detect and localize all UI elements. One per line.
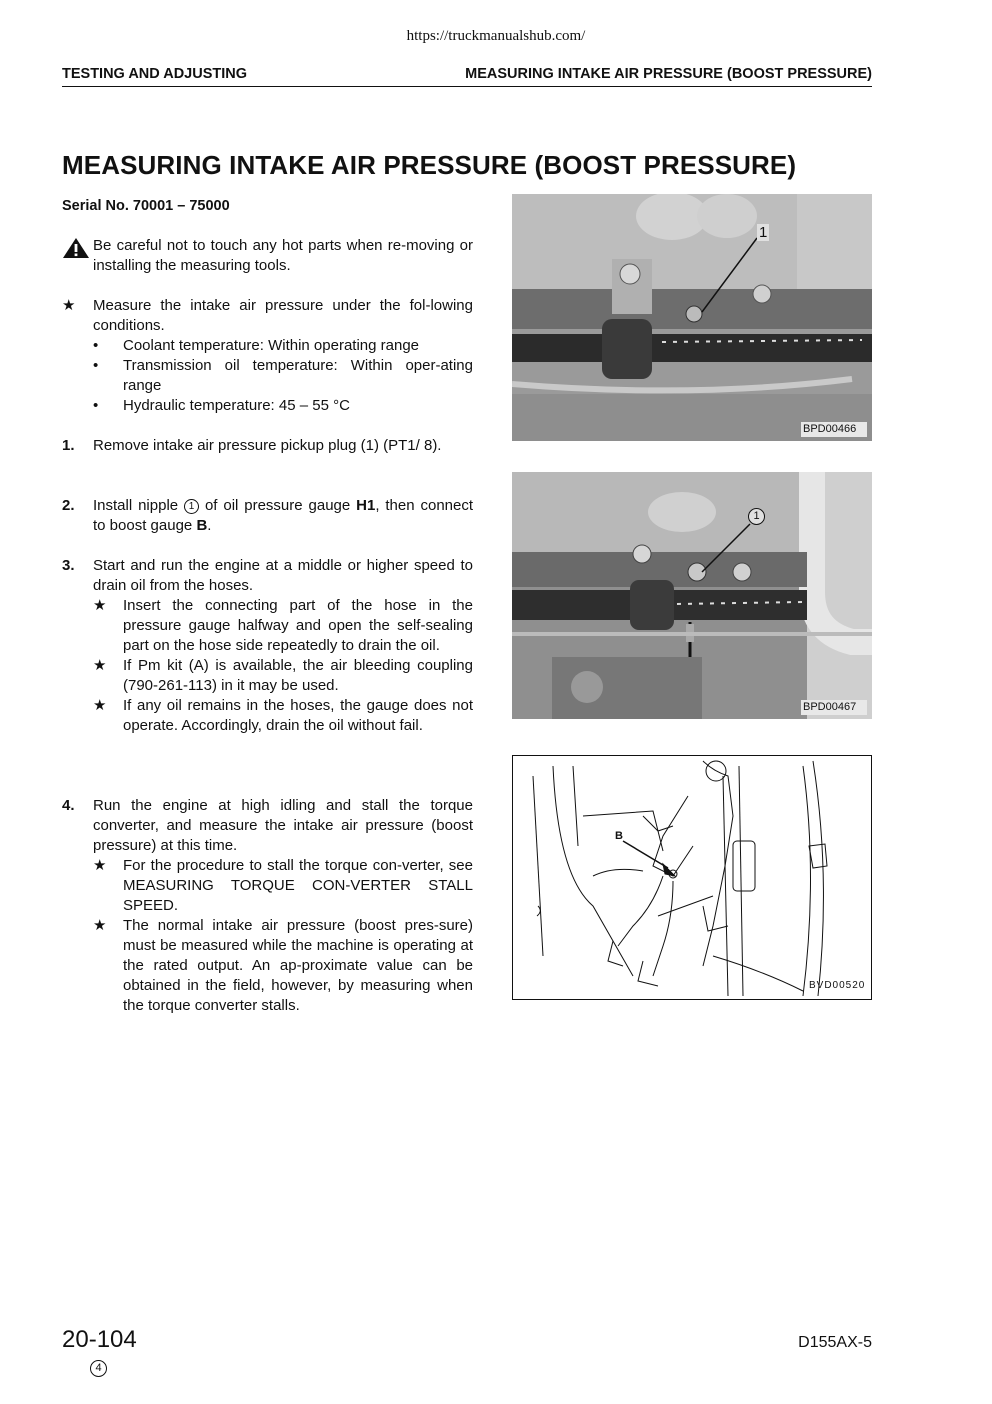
condition-item: Transmission oil temperature: Within oper-ating range — [123, 357, 473, 394]
callout-circle-1: 1 — [184, 499, 199, 514]
callout-label: B — [615, 830, 623, 842]
star-icon: ★ — [93, 917, 107, 934]
step-3 — [62, 556, 473, 736]
step-2 — [62, 496, 473, 536]
conditions-block — [62, 296, 473, 416]
step-text: Start and run the engine at a middle or higher speed to drain oil from the hoses. — [93, 557, 473, 594]
page-title: MEASURING INTAKE AIR PRESSURE (BOOST PRESSURE) — [62, 150, 797, 180]
gauge-h1: H1 — [356, 497, 376, 514]
warning-text: Be careful not to touch any hot parts when re-moving or installing the measuring tools. — [93, 237, 473, 274]
step-note: If any oil remains in the hoses, the gauge does not operate. Accordingly, drain the oil without fail. — [123, 697, 473, 734]
condition-item: Hydraulic temperature: 45 – 55 °C — [123, 397, 350, 414]
conditions-intro: Measure the intake air pressure under the fol-lowing conditions. — [93, 297, 473, 334]
star-icon: ★ — [62, 297, 76, 314]
figure-code: BVD00520 — [809, 980, 866, 991]
step-text: Install nipple 1 of oil pressure gauge H1, then connect to boost gauge B. — [93, 497, 474, 534]
revision-mark: 4 — [90, 1360, 107, 1377]
step-text: Run the engine at high idling and stall the torque converter, and measure the intake air pressure (boost pressure) at this time. — [93, 797, 473, 854]
gauge-b: B — [196, 517, 208, 534]
star-icon: ★ — [93, 697, 107, 714]
engine-photo-2 — [512, 472, 872, 719]
callout-circle: 1 — [748, 508, 765, 525]
step-note: The normal intake air pressure (boost pres-sure) must be measured while the machine is operating at the rated output. An ap-proximate value can be obtained in the field, however, by measuring when the torque converter stalls. — [123, 917, 473, 1014]
serial-number: Serial No. 70001 – 75000 — [62, 198, 230, 214]
header-topic: MEASURING INTAKE AIR PRESSURE (BOOST PRESSURE) — [465, 66, 872, 82]
page-number: 20-104 — [62, 1326, 137, 1353]
figure-code: BPD00466 — [803, 423, 857, 435]
step-4 — [62, 796, 473, 1016]
step-text: Remove intake air pressure pickup plug (1) (PT1/ 8). — [93, 437, 442, 454]
step-note: If Pm kit (A) is available, the air bleeding coupling (790-261-113) in it may be used. — [123, 657, 473, 694]
page-header — [62, 66, 872, 87]
step-number: 1. — [62, 437, 75, 454]
warning-block — [62, 236, 473, 276]
bullet-icon: • — [93, 357, 99, 374]
source-url: https://truckmanualshub.com/ — [406, 28, 586, 44]
callout-label: 1 — [759, 224, 768, 241]
star-icon: ★ — [93, 657, 107, 674]
machine-model: D155AX-5 — [798, 1334, 872, 1351]
step-number: 4. — [62, 797, 75, 814]
step-note: For the procedure to stall the torque con-verter, see MEASURING TORQUE CON-VERTER STALL SPEED. — [123, 857, 473, 914]
bullet-icon: • — [93, 397, 99, 414]
figure-code: BPD00467 — [803, 701, 857, 713]
bullet-icon: • — [93, 337, 99, 354]
star-icon: ★ — [93, 857, 107, 874]
step-number: 2. — [62, 497, 75, 514]
step-note: Insert the connecting part of the hose in the pressure gauge halfway and open the self-sealing part on the hose side repeatedly to drain the oil. — [123, 597, 473, 654]
warning-icon — [62, 237, 90, 259]
step-1 — [62, 436, 473, 456]
header-section: TESTING AND ADJUSTING — [62, 66, 248, 82]
operator-cab-drawing — [512, 755, 872, 1000]
engine-photo-1 — [512, 194, 872, 441]
step-number: 3. — [62, 557, 75, 574]
star-icon: ★ — [93, 597, 107, 614]
condition-item: Coolant temperature: Within operating range — [123, 337, 420, 354]
